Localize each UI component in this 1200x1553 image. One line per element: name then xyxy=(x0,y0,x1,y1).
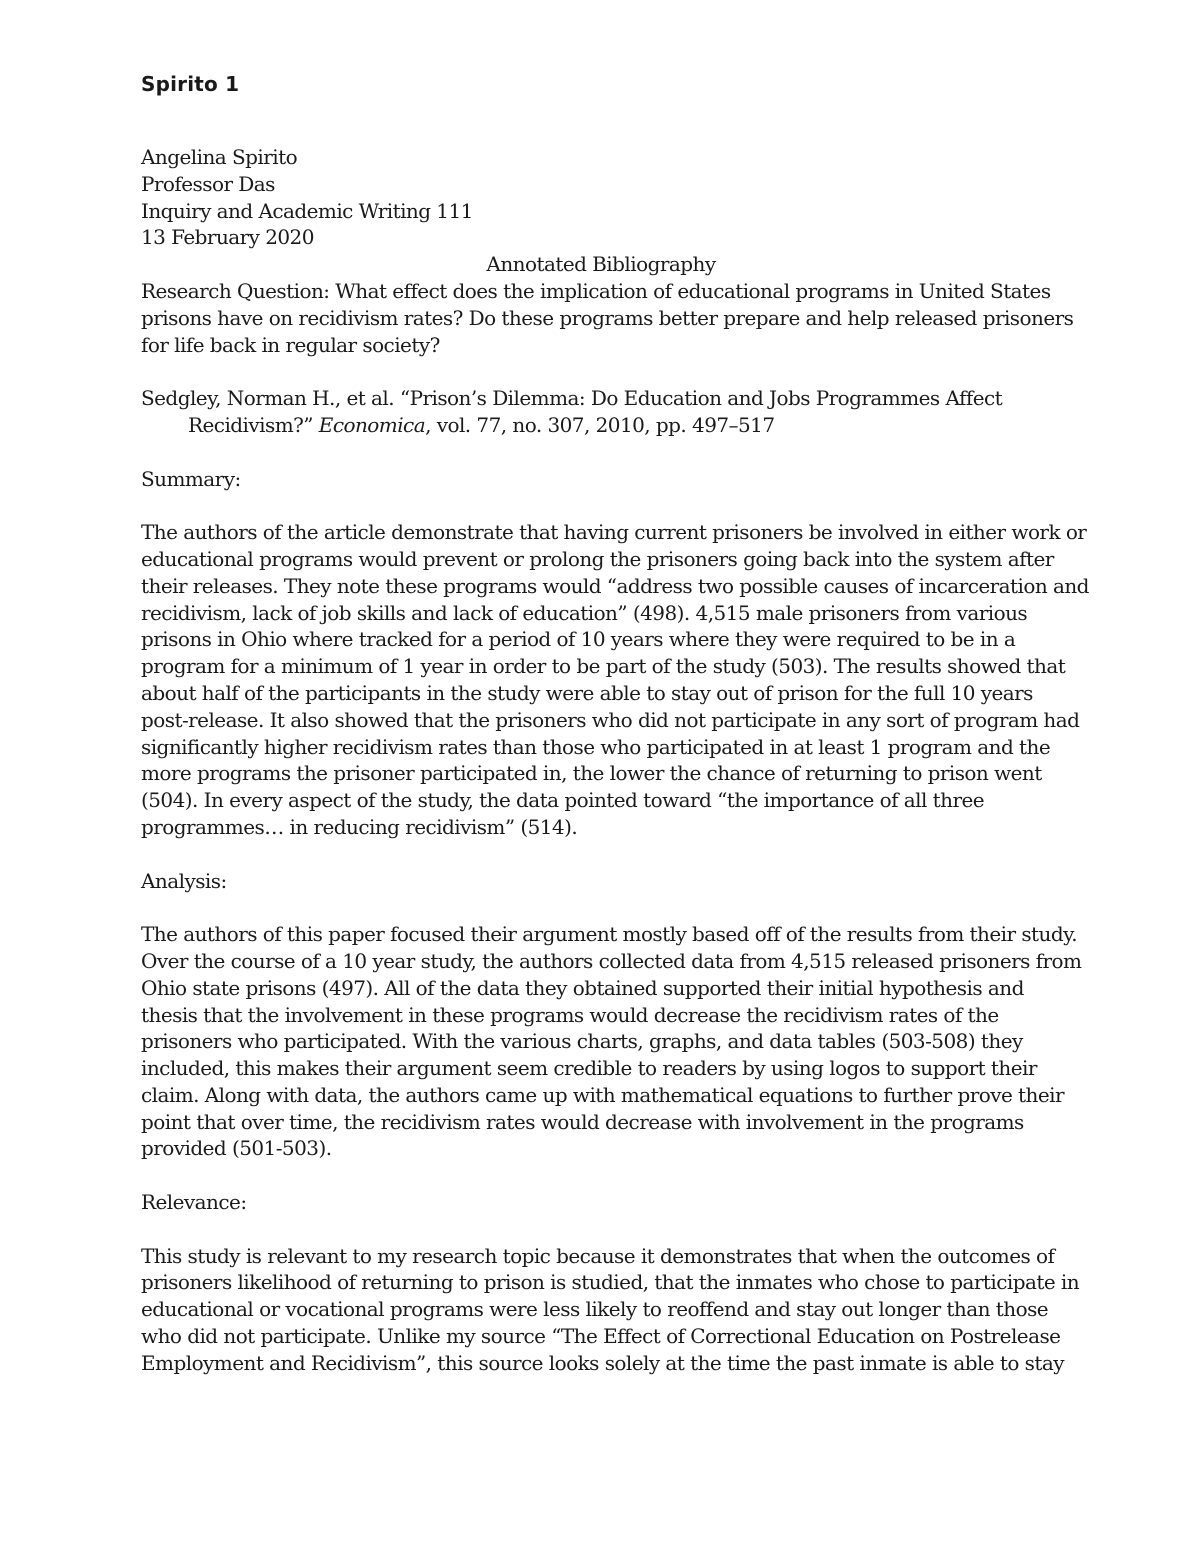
research-question-line: Research Question: What effect does the implication of educational programs in United States xyxy=(141,278,1051,303)
relevance-line: who did not participate. Unlike my source “The Effect of Correctional Education on Postrelease xyxy=(141,1324,1061,1349)
course-name: Inquiry and Academic Writing 111 xyxy=(141,198,473,223)
summary-line: The authors of the article demonstrate that having current prisoners be involved in either work or xyxy=(141,520,1087,545)
author-name: Angelina Spirito xyxy=(141,145,298,169)
analysis-line: claim. Along with data, the authors came up with mathematical equations to further prove their xyxy=(141,1082,1065,1107)
running-head: Spirito 1 xyxy=(141,72,240,96)
summary-line: (504). In every aspect of the study, the data pointed toward “the importance of all three xyxy=(141,788,985,813)
summary-line: program for a minimum of 1 year in order to be part of the study (503). The results showed that xyxy=(141,654,1066,679)
summary-label: Summary: xyxy=(141,466,241,491)
research-question-line: for life back in regular society? xyxy=(141,332,440,357)
relevance-line: prisoners likelihood of returning to prison is studied, that the inmates who chose to participate in xyxy=(141,1270,1080,1295)
relevance-label: Relevance: xyxy=(141,1190,247,1215)
analysis-paragraph xyxy=(141,921,1082,1162)
analysis-line: provided (501-503). xyxy=(141,1136,332,1161)
summary-line: prisons in Ohio where tracked for a period of 10 years where they were required to be in a xyxy=(141,627,1016,652)
relevance-line: educational or vocational programs were less likely to reoffend and stay out longer than those xyxy=(141,1297,1049,1322)
analysis-line: thesis that the involvement in these programs would decrease the recidivism rates of the xyxy=(141,1002,999,1027)
summary-line: programmes… in reducing recidivism” (514). xyxy=(141,814,578,839)
summary-line: educational programs would prevent or prolong the prisoners going back into the system after xyxy=(141,546,1054,571)
research-question xyxy=(141,278,1074,358)
summary-line: significantly higher recidivism rates than those who participated in at least 1 program and the xyxy=(141,734,1051,759)
summary-line: recidivism, lack of job skills and lack of education” (498). 4,515 male prisoners from various xyxy=(141,600,1028,625)
document-body xyxy=(141,144,1089,1377)
journal-title: Economica xyxy=(318,412,426,437)
works-cited-entry xyxy=(141,385,1071,439)
summary-line: post-release. It also showed that the prisoners who did not participate in any sort of program had xyxy=(141,707,1080,732)
summary-paragraph xyxy=(141,519,1089,841)
document-title: Annotated Bibliography xyxy=(486,252,716,277)
date: 13 February 2020 xyxy=(141,225,314,250)
analysis-label: Analysis: xyxy=(141,868,227,893)
analysis-line: Over the course of a 10 year study, the authors collected data from 4,515 released prisoners from xyxy=(141,948,1082,973)
summary-line: more programs the prisoner participated in, the lower the chance of returning to prison went xyxy=(141,761,1042,786)
professor-name: Professor Das xyxy=(141,171,275,196)
summary-line: about half of the participants in the study were able to stay out of prison for the full 10 years xyxy=(141,680,1033,705)
summary-line: their releases. They note these programs would “address two possible causes of incarceration and xyxy=(141,573,1089,598)
analysis-line: Ohio state prisons (497). All of the data they obtained supported their initial hypothesis and xyxy=(141,975,1024,1000)
relevance-line: Employment and Recidivism”, this source looks solely at the time the past inmate is able to stay xyxy=(141,1350,1064,1375)
research-question-line: prisons have on recidivism rates? Do these programs better prepare and help released prisoners xyxy=(141,305,1074,330)
analysis-line: The authors of this paper focused their argument mostly based off of the results from their study. xyxy=(141,922,1078,947)
citation-text: , vol. 77, no. 307, 2010, pp. 497–517 xyxy=(425,412,775,437)
relevance-line: This study is relevant to my research topic because it demonstrates that when the outcomes of xyxy=(141,1243,1055,1268)
analysis-line: point that over time, the recidivism rates would decrease with involvement in the programs xyxy=(141,1109,1024,1134)
citation-line: Sedgley, Norman H., et al. “Prison’s Dilemma: Do Education and Jobs Programmes Affect xyxy=(141,386,1003,411)
citation-line xyxy=(141,412,1071,439)
analysis-line: prisoners who participated. With the various charts, graphs, and data tables (503-508) they xyxy=(141,1029,1023,1054)
relevance-paragraph xyxy=(141,1243,1080,1377)
citation-text: Recidivism?” xyxy=(188,412,319,437)
analysis-line: included, this makes their argument seem credible to readers by using logos to support their xyxy=(141,1056,1037,1081)
